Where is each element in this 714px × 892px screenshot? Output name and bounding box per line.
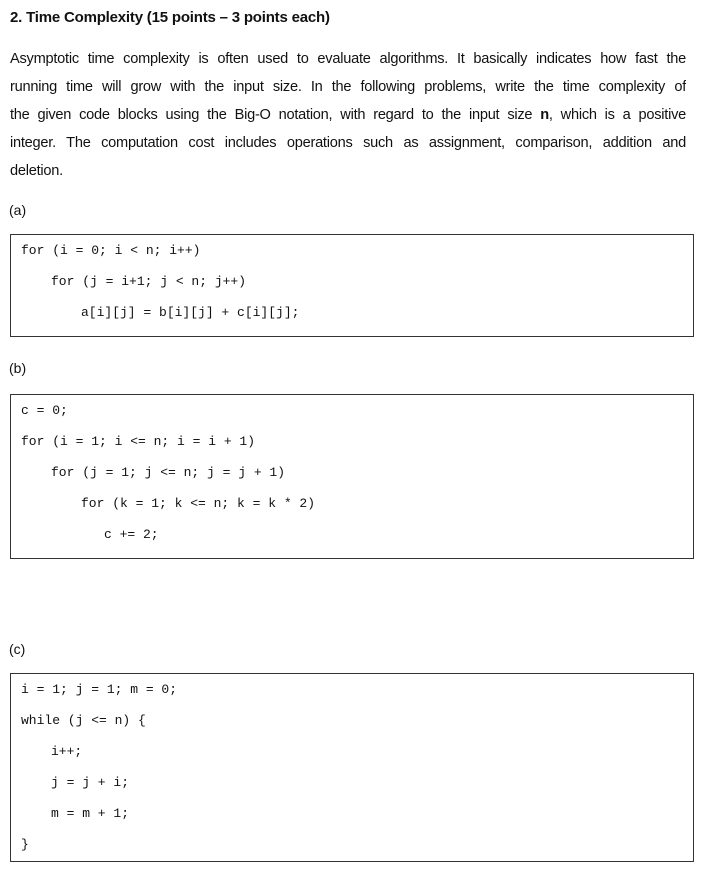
code-line: for (j = i+1; j < n; j++) — [51, 274, 247, 289]
code-line: m = m + 1; — [51, 806, 130, 821]
problem-b-label: (b) — [9, 360, 27, 376]
code-line: } — [21, 837, 29, 852]
section-title: 2. Time Complexity (15 points – 3 points each) — [10, 9, 330, 26]
intro-line: running time will grow with the input size. In the following problems, write the time complexity of — [10, 79, 686, 95]
code-block-a — [10, 234, 694, 337]
intro-text: the given code blocks using the Big-O notation, with regard to the input size — [10, 107, 541, 123]
variable-n: n — [540, 107, 549, 123]
problem-a-label: (a) — [9, 202, 27, 218]
code-line: for (k = 1; k <= n; k = k * 2) — [81, 496, 316, 511]
intro-paragraph — [10, 45, 686, 185]
code-line: i = 1; j = 1; m = 0; — [21, 682, 178, 697]
code-block-c — [10, 673, 694, 862]
intro-line: integer. The computation cost includes operations such as assignment, comparison, addition and — [10, 135, 686, 151]
problem-c-label: (c) — [9, 641, 26, 657]
intro-line — [10, 101, 686, 129]
code-line: i++; — [51, 744, 83, 759]
code-line: for (j = 1; j <= n; j = j + 1) — [51, 465, 286, 480]
code-line: for (i = 0; i < n; i++) — [21, 243, 201, 258]
intro-text: , which is a positive — [548, 107, 686, 123]
code-block-b — [10, 394, 694, 559]
code-line: for (i = 1; i <= n; i = i + 1) — [21, 434, 256, 449]
code-line: c += 2; — [104, 527, 159, 542]
code-line: a[i][j] = b[i][j] + c[i][j]; — [81, 305, 300, 320]
intro-line: Asymptotic time complexity is often used to evaluate algorithms. It basically indicates how fast the — [10, 51, 686, 67]
code-line: while (j <= n) { — [21, 713, 146, 728]
intro-line: deletion. — [10, 163, 63, 179]
code-line: j = j + i; — [51, 775, 130, 790]
code-line: c = 0; — [21, 403, 68, 418]
